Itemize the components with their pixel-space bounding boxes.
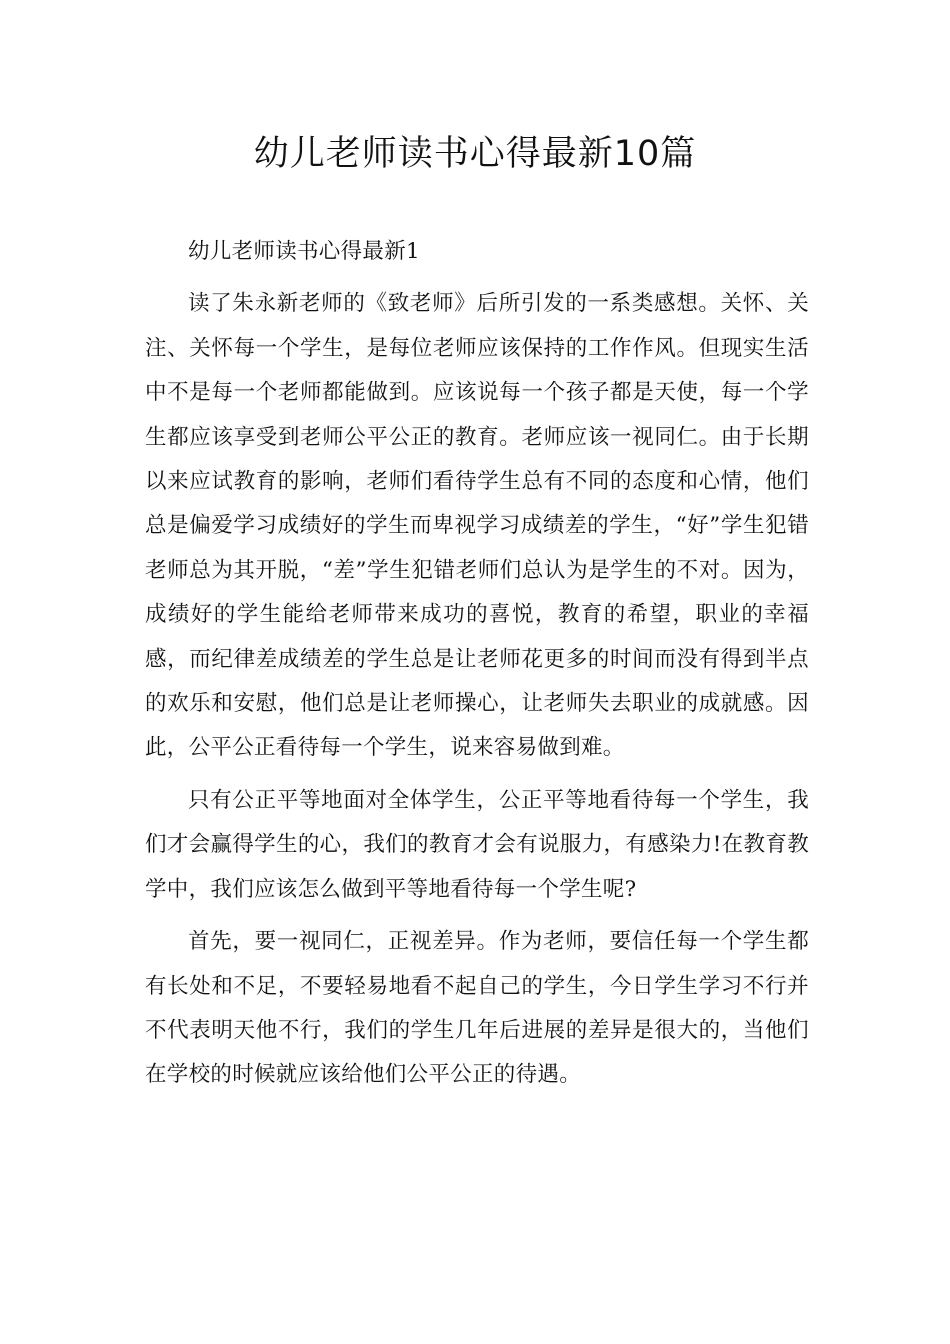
document-body	[145, 230, 809, 1106]
section-heading: 幼儿老师读书心得最新1	[188, 239, 420, 264]
paragraph: 读了朱永新老师的《致老师》后所引发的一系类感想。关怀、关注、关怀每一个学生，是每位老师应该保持的工作作风。但现实生活中不是每一个老师都能做到。应该说每一个孩子都是天使，每一个学生都应该享受到老师公平公正的教育。老师应该一视同仁。由于长期以来应试教育的影响，老师们看待学生总有不同的态度和心情，他们总是偏爱学习成绩好的学生而卑视学习成绩差的学生，“好”学生犯错老师总为其开脱，“差”学生犯错老师们总认为是学生的不对。因为，成绩好的学生能给老师带来成功的喜悦，教育的希望，职业的幸福感，而纪律差成绩差的学生总是让老师花更多的时间而没有得到半点的欢乐和安慰，他们总是让老师操心，让老师失去职业的成就感。因此，公平公正看待每一个学生，说来容易做到难。	[145, 291, 809, 761]
paragraph: 只有公正平等地面对全体学生，公正平等地看待每一个学生，我们才会赢得学生的心，我们的教育才会有说服力，有感染力!在教育教学中，我们应该怎么做到平等地看待每一个学生呢?	[145, 787, 809, 902]
paragraph: 首先，要一视同仁，正视差异。作为老师，要信任每一个学生都有长处和不足，不要轻易地看不起自己的学生，今日学生学习不行并不代表明天他不行，我们的学生几年后进展的差异是很大的，当他们在学校的时候就应该给他们公平公正的待遇。	[145, 929, 809, 1088]
document-title: 幼儿老师读书心得最新10篇	[253, 134, 697, 174]
